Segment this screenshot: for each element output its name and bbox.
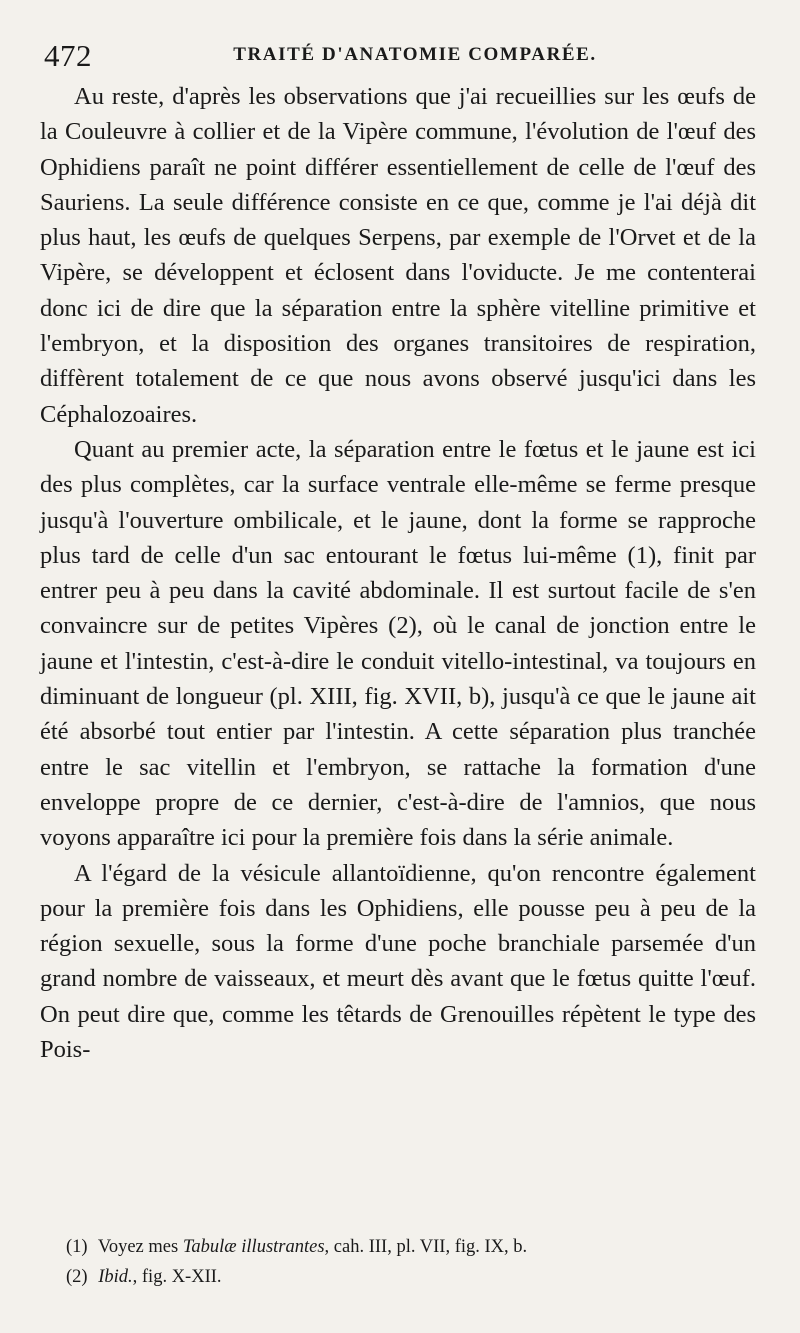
footnotes <box>66 1232 726 1292</box>
footnote-1 <box>66 1232 726 1262</box>
footnote-marker: (1) <box>66 1237 88 1257</box>
footnote-2 <box>66 1262 726 1292</box>
paragraph-3: A l'égard de la vésicule allantoïdienne, qu'on rencontre également pour la première fois dans les Ophidiens, elle pousse peu à peu de la région sexuelle, sous la forme d'une poche branchiale parsemée d'un grand nombre de vaisseaux, et meurt dès avant que le fœtus quitte l'œuf. On peut dire que, comme les têtards de Grenouilles répètent le type des Pois- <box>40 859 756 1064</box>
footnote-text-after: , fig. X-XII. <box>132 1267 222 1287</box>
footnote-marker: (2) <box>66 1267 88 1287</box>
footnote-text-after: , cah. III, pl. VII, fig. IX, b. <box>324 1237 528 1257</box>
paragraph-2: Quant au premier acte, la séparation entre le fœtus et le jaune est ici des plus complètes, car la surface ventrale elle-même se ferme presque jusqu'à l'ouverture ombilicale, et le jaune, dont la forme se rapproche plus tard de celle d'un sac entourant le fœtus lui-même (1), finit par entrer peu à peu dans la cavité abdominale. Il est surtout facile de s'en convaincre sur de petites Vipères (2), où le canal de jonction entre le jaune et l'intestin, c'est-à-dire le conduit vitello-intestinal, va toujours en diminuant de longueur (pl. XIII, fig. XVII, b), jusqu'à ce que le jaune ait été absorbé tout entier par l'intestin. A cette séparation plus tranchée entre le sac vitellin et l'embryon, se rattache la formation d'une enveloppe propre de ce dernier, c'est-à-dire de l'amnios, que nous voyons apparaître ici pour la première fois dans la série animale. <box>40 435 756 852</box>
running-title: TRAITÉ D'ANATOMIE COMPARÉE. <box>233 44 597 65</box>
footnote-italic-title: Tabulæ illustrantes <box>182 1237 325 1257</box>
page-number: 472 <box>44 38 92 73</box>
footnote-text: Voyez mes <box>97 1237 179 1257</box>
paragraph-1: Au reste, d'après les observations que j'ai recueillies sur les œufs de la Couleuvre à collier et de la Vipère commune, l'évolution de l'œuf des Ophidiens paraît ne point différer essentiellement de celle de l'œuf des Sauriens. La seule différence consiste en ce que, comme je l'ai déjà dit plus haut, les œufs de quelques Serpens, par exemple de l'Orvet et de la Vipère, se développent et éclosent dans l'oviducte. Je me contenterai donc ici de dire que la séparation entre la sphère vitelline primitive et l'embryon, et la disposition des organes transitoires de respiration, diffèrent totalement de ce que nous avons observé jusqu'ici dans les Céphalozoaires. <box>40 83 756 428</box>
main-text <box>40 79 756 1067</box>
page-header <box>40 36 760 76</box>
footnote-italic-title: Ibid. <box>98 1267 133 1287</box>
